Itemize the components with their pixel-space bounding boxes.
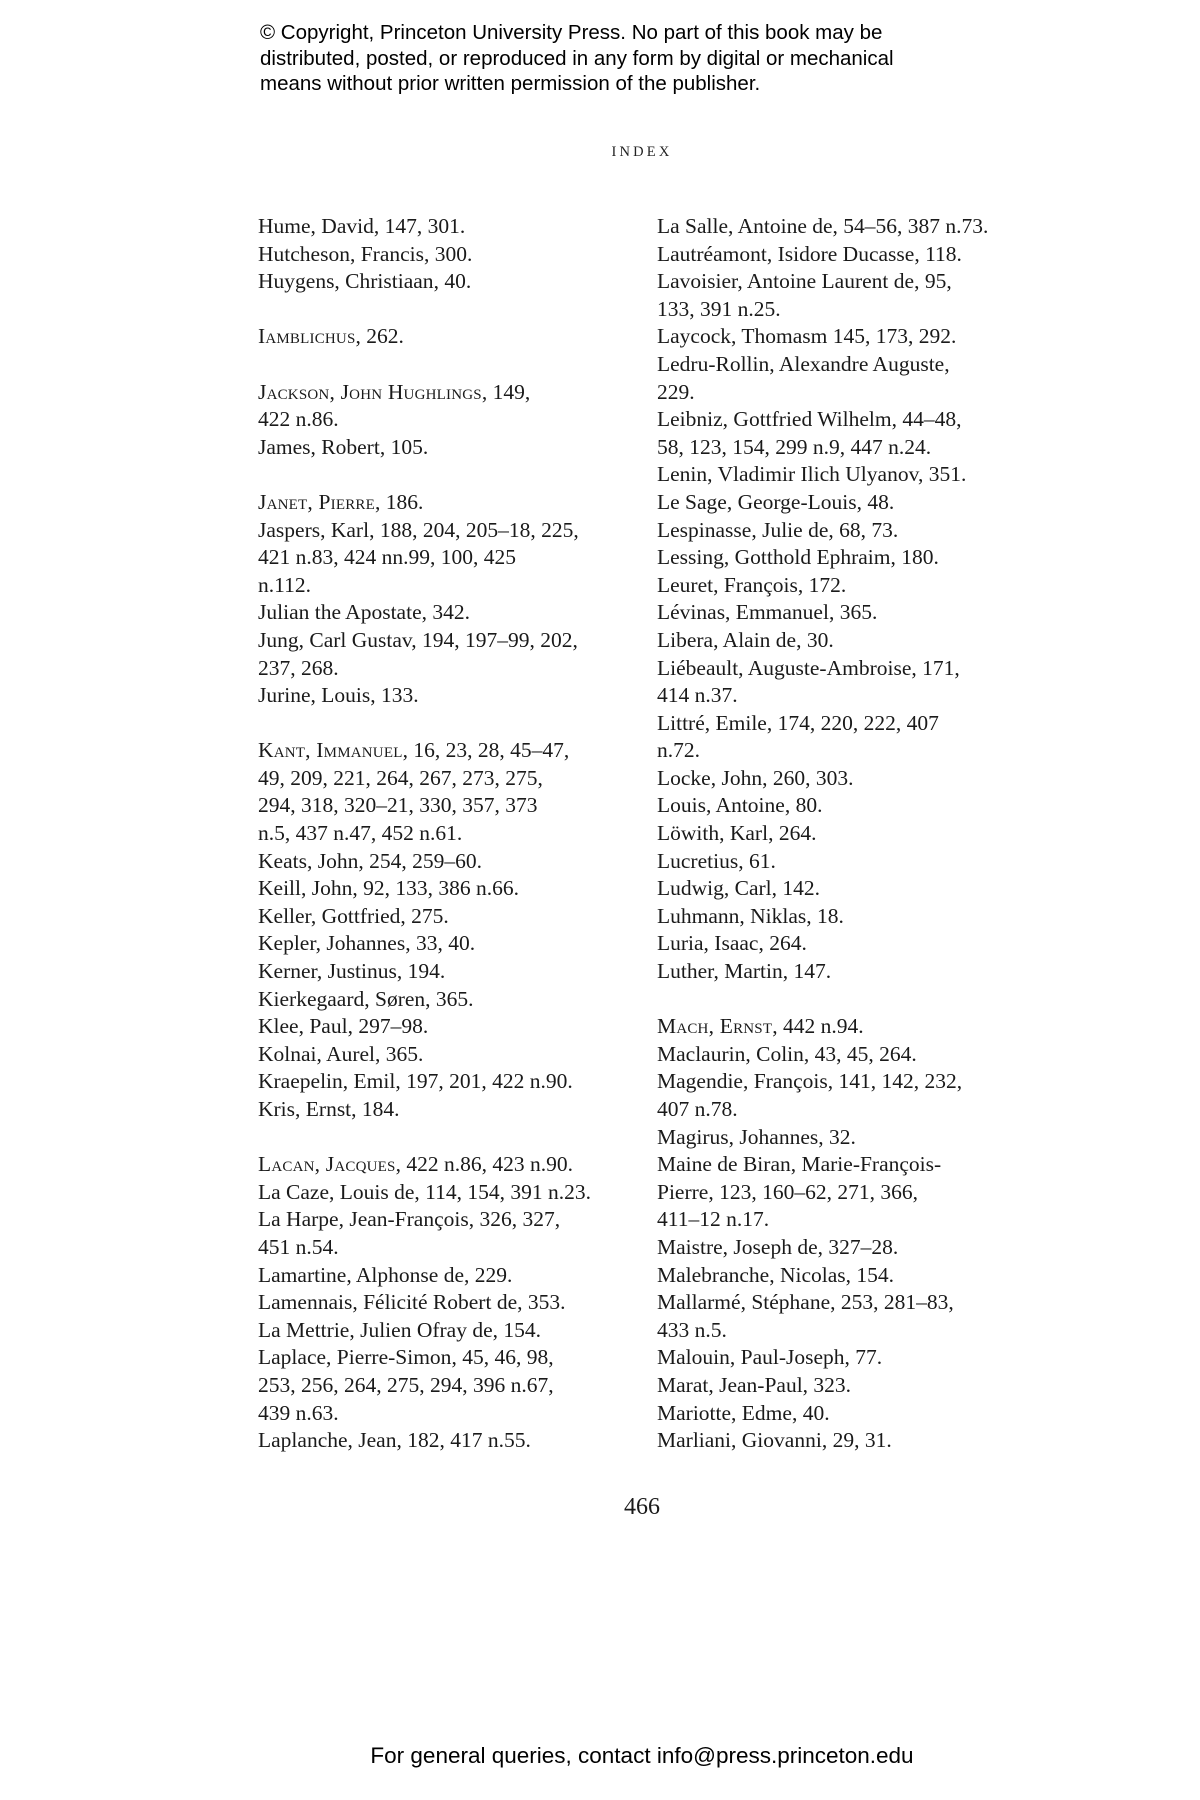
index-entry (258, 268, 633, 296)
index-entry (657, 1344, 1057, 1372)
index-entry-refs: , 326, 327, (468, 1207, 561, 1232)
index-entry-name: Keats, John (258, 848, 359, 873)
index-entry-line: 411–12 n.17. (657, 1207, 770, 1232)
index-entry-name: Lamartine, Alphonse de (258, 1262, 464, 1287)
index-entry-line (657, 1124, 1057, 1152)
index-entry (657, 1427, 1057, 1455)
index-entry-line (258, 1262, 633, 1290)
index-entry (258, 1289, 633, 1317)
index-entry-line: 421 n.83, 424 nn.99, 100, 425 (258, 545, 516, 570)
index-entry-line: 58, 123, 154, 299 n.9, 447 n.24. (657, 434, 932, 459)
index-entry-refs: , 114, 154, 391 n.23. (414, 1179, 591, 1204)
index-entry-line (657, 765, 1057, 793)
index-entry (657, 1151, 1057, 1234)
index-entry (258, 213, 633, 241)
index-column-right (657, 213, 1057, 1455)
index-entry-name: Littré, Emile (657, 710, 767, 735)
index-entry-name: Kerner, Justinus (258, 959, 397, 984)
index-entry (258, 682, 633, 710)
index-entry-refs: , 442 n.94. (772, 1014, 864, 1039)
index-entry-line (657, 517, 1057, 545)
index-entry-name: Malouin, Paul-Joseph (657, 1345, 845, 1370)
index-entry-line (258, 1068, 633, 1096)
index-entry-name: Jung, Carl Gustav (258, 627, 412, 652)
index-entry-line (258, 986, 633, 1014)
index-entry (657, 323, 1057, 351)
copyright-notice (260, 20, 980, 97)
index-entry-line (657, 1289, 1057, 1317)
index-entry-line (657, 1068, 1057, 1096)
index-entry-line (657, 461, 1057, 489)
index-entry-line (258, 1151, 633, 1179)
index-entry-line (258, 1344, 633, 1372)
index-entry-refs: , 365. (425, 986, 474, 1011)
index-entry-line: 451 n.54. (258, 1234, 339, 1259)
index-entry-refs: , 229. (463, 1262, 513, 1287)
index-entry-line (657, 1234, 1057, 1262)
index-entry (657, 958, 1057, 986)
index-entry-line (657, 820, 1057, 848)
index-entry (657, 489, 1057, 517)
index-entry-line (657, 544, 1057, 572)
index-entry (258, 1096, 633, 1124)
footer-contact: For general queries, contact info@press.princeton.edu (370, 1743, 914, 1768)
index-entry-name: Louis, Antoine (657, 793, 785, 818)
index-entry-name: Ludwig, Carl (657, 876, 772, 901)
index-entry-refs: , 154. (845, 1262, 895, 1287)
index-entry (657, 544, 1057, 572)
index-entry-name: Hutcheson, Francis (258, 241, 424, 266)
index-entry-refs: , 297–98. (347, 1014, 429, 1039)
index-entry (657, 572, 1057, 600)
index-entry-name: Julian the Apostate (258, 600, 422, 625)
index-entry-refs: , 16, 23, 28, 45–47, (402, 738, 570, 763)
index-entry-refs: , 172. (797, 572, 847, 597)
index-entry-line (657, 1151, 1057, 1179)
index-entry-refs: , 147, 301. (373, 214, 466, 238)
index-entry (258, 517, 633, 600)
index-entry (657, 903, 1057, 931)
index-entry-refs: , 186. (375, 489, 424, 514)
index-entry (258, 1151, 633, 1179)
index-entry-refs: , 254, 259–60. (358, 848, 482, 873)
index-entry-name: Lamennais, Félicité Robert de (258, 1290, 518, 1315)
index-entry-refs: , 275. (400, 903, 449, 928)
index-entry-name: James, Robert (258, 434, 380, 459)
index-entry-name: La Salle, Antoine de (657, 214, 833, 238)
index-entry-line (657, 958, 1057, 986)
index-entry (657, 1041, 1057, 1069)
index-entry-line (258, 1317, 633, 1345)
index-entry-line (657, 1041, 1057, 1069)
index-entry-line: n.72. (657, 738, 700, 763)
index-entry-name: Lessing, Gotthold Ephraim (657, 545, 891, 570)
index-entry-refs: , 141, 142, 232, (827, 1069, 963, 1094)
copyright-line: distributed, posted, or reproduced in any form by digital or mechanical (260, 46, 894, 70)
index-entry-line (258, 848, 633, 876)
index-entry-refs: , 264. (768, 821, 817, 846)
index-entry-refs: , 182, 417 n.55. (396, 1428, 531, 1453)
index-entry-name: Lautréamont, Isidore Ducasse (657, 241, 915, 266)
index-entry-name: Kraepelin, Emil (258, 1069, 396, 1094)
index-entry (258, 986, 633, 1014)
index-entry-line (258, 268, 633, 296)
index-entry (258, 379, 633, 434)
index-entry-name: Kierkegaard, Søren (258, 986, 426, 1011)
index-entry-name: Lacan, Jacques (258, 1152, 396, 1177)
index-entry-refs: , 184. (351, 1097, 400, 1121)
index-entry-line: 439 n.63. (258, 1400, 339, 1425)
index-entry-refs: , 95, (914, 269, 952, 294)
index-entry-refs: , 194, 197–99, 202, (411, 627, 578, 652)
index-entry-line: 294, 318, 320–21, 330, 357, 373 (258, 793, 538, 818)
index-entry (657, 268, 1057, 323)
index-entry-line (258, 1289, 633, 1317)
index-entry-refs: , 44–48, (891, 407, 962, 432)
index-entry-name: Keill, John (258, 876, 353, 901)
index-entry-name: Kolnai, Aurel (258, 1041, 376, 1066)
index-entry-line (657, 1400, 1057, 1428)
index-entry-line (657, 875, 1057, 903)
index-entry-refs: , 351. (917, 462, 967, 487)
index-entry-refs: , 92, 133, 386 n.66. (352, 876, 519, 901)
index-entry (657, 517, 1057, 545)
index-entry-name: Lévinas, Emmanuel (657, 600, 829, 625)
index-entry-refs: , 353. (517, 1290, 566, 1315)
index-entry-name: Klee, Paul (258, 1014, 348, 1039)
index-entry-name: Hume, David (258, 214, 374, 238)
index-entry-line (258, 1427, 633, 1455)
index-entry-refs: , 61. (738, 848, 776, 873)
index-entry (657, 710, 1057, 765)
index-entry (258, 1317, 633, 1345)
index-entry (258, 875, 633, 903)
index-entry-line (657, 351, 1057, 379)
index-entry-line (657, 1262, 1057, 1290)
index-entry-name: Kepler, Johannes (258, 931, 406, 956)
index-entry-name: Luhmann, Niklas (657, 903, 807, 928)
index-entry-refs: , 188, 204, 205–18, 225, (369, 517, 579, 542)
index-entry-name: Mach, Ernst (657, 1014, 773, 1039)
index-entry-refs: , 180. (890, 545, 939, 570)
index-entry-line (657, 489, 1057, 517)
index-entry-name: Luria, Isaac (657, 931, 759, 956)
index-entry (258, 627, 633, 682)
index-entry (258, 434, 633, 462)
index-entry-refs: , 142. (771, 876, 821, 901)
index-entry-refs: , 197, 201, 422 n.90. (395, 1069, 573, 1094)
index-entry (657, 213, 1057, 241)
index-entry-line (657, 406, 1057, 434)
index-entry-line: 414 n.37. (657, 683, 738, 708)
index-entry-refs: , 77. (844, 1345, 883, 1370)
index-entry-name: Liébeault, Auguste-Ambroise (657, 655, 912, 680)
index-entry (258, 1262, 633, 1290)
index-entry-name: Iamblichus (258, 324, 356, 349)
index-entry-line (657, 599, 1057, 627)
index-entry-refs: , 40. (791, 1400, 830, 1425)
index-entry (657, 765, 1057, 793)
index-entry (657, 351, 1057, 406)
index-entry-name: Lenin, Vladimir Ilich Ulyanov (657, 462, 918, 487)
index-entry (258, 1427, 633, 1455)
index-entry-refs: , 422 n.86, 423 n.90. (395, 1152, 573, 1177)
index-entry-refs: , 29, 31. (821, 1428, 892, 1453)
index-entry-name: Le Sage, George-Louis (657, 489, 857, 514)
index-entry-name: Ledru-Rollin, Alexandre Auguste (657, 351, 945, 376)
index-entry-line (657, 213, 1057, 241)
index-entry (258, 323, 633, 351)
index-entry (657, 930, 1057, 958)
running-head: INDEX (611, 144, 673, 160)
index-entry-line: 237, 268. (258, 655, 339, 680)
index-entry (657, 406, 1057, 461)
index-entry-refs: , 260, 303. (762, 765, 854, 790)
index-entry-name: Maclaurin, Colin (657, 1041, 804, 1066)
index-entry (258, 930, 633, 958)
index-entry-line (258, 379, 633, 407)
index-entry-line (258, 599, 633, 627)
index-entry (657, 655, 1057, 710)
index-entry (657, 1013, 1057, 1041)
index-entry-name: Malebranche, Nicolas (657, 1262, 846, 1287)
index-entry-line (657, 848, 1057, 876)
index-entry-refs: , (944, 351, 950, 376)
index-entry-name: Lucretius (657, 848, 739, 873)
index-entry-line (258, 958, 633, 986)
index-entry-name: Mallarmé, Stéphane (657, 1290, 831, 1315)
index-entry-line: 229. (657, 379, 695, 404)
index-entry (657, 627, 1057, 655)
index-entry-line (258, 241, 633, 269)
index-entry-refs: , 300. (424, 241, 473, 266)
index-entry-line (657, 792, 1057, 820)
index-entry-refs: , 54–56, 387 n.73. (832, 214, 989, 238)
index-entry (258, 848, 633, 876)
index-entry-name: Laplanche, Jean (258, 1428, 397, 1453)
index-entry-refs: , 323. (802, 1372, 852, 1397)
index-entry-line (657, 323, 1057, 351)
index-entry-name: Löwith, Karl (657, 821, 769, 846)
index-entry (657, 792, 1057, 820)
index-entry-line (657, 572, 1057, 600)
index-entry-refs: , 43, 45, 264. (803, 1041, 917, 1066)
index-entry-name: Lavoisier, Antoine Laurent de (657, 269, 915, 294)
index-entry-name: Lespinasse, Julie de (657, 517, 829, 542)
index-entry-refs: , 154. (492, 1317, 541, 1342)
index-entry-name: Marliani, Giovanni (657, 1428, 822, 1453)
index-entry (657, 1400, 1057, 1428)
index-entry-line: 133, 391 n.25. (657, 296, 781, 321)
index-entry (657, 848, 1057, 876)
index-entry-line (258, 213, 633, 241)
index-entry (258, 599, 633, 627)
index-entry-name: Maine de Biran, Marie-François- (657, 1152, 942, 1177)
index-entry-refs: , 80. (784, 793, 823, 818)
index-entry-line (258, 627, 633, 655)
index-entry-line (657, 241, 1057, 269)
index-entry (657, 820, 1057, 848)
index-entry-refs: , 262. (355, 324, 404, 349)
index-entry-line: 422 n.86. (258, 407, 339, 432)
index-entry-name: Mariotte, Edme (657, 1400, 792, 1425)
index-entry-refs: , 33, 40. (405, 931, 476, 956)
index-entry-name: Laycock, Thomasm (657, 324, 828, 349)
index-entry-line (258, 682, 633, 710)
index-entry-refs: , 194. (396, 959, 446, 984)
index-entry-line (657, 903, 1057, 931)
index-entry-name: Jackson, John Hughlings (258, 379, 482, 404)
index-entry-line (258, 1096, 633, 1124)
index-entry (258, 1179, 633, 1207)
index-entry-line (657, 627, 1057, 655)
index-entry-refs: , 327–28. (817, 1234, 899, 1259)
index-entry-name: La Mettrie, Julien Ofray de (258, 1317, 493, 1342)
index-entry (657, 1289, 1057, 1344)
index-entry-line (258, 489, 633, 517)
index-entry-refs: , 253, 281–83, (830, 1290, 954, 1315)
index-entry-name: Luther, Martin (657, 959, 783, 984)
index-entry-line (657, 930, 1057, 958)
index-entry-line (258, 737, 633, 765)
index-entry-name: Leuret, François (657, 572, 798, 597)
index-entry (258, 1068, 633, 1096)
index-entry-line: 253, 256, 264, 275, 294, 396 n.67, (258, 1372, 554, 1397)
index-entry-refs: , 30. (796, 627, 834, 652)
index-entry (258, 958, 633, 986)
index-entry (657, 1234, 1057, 1262)
index-entry-refs: , 264. (758, 931, 807, 956)
index-entry-line (258, 323, 633, 351)
index-entry-line: n.5, 437 n.47, 452 n.61. (258, 821, 463, 846)
index-entry-refs: , 171, (911, 655, 960, 680)
index-entry-name: Laplace, Pierre-Simon (258, 1345, 452, 1370)
index-entry-refs: , 365. (828, 600, 878, 625)
index-entry (258, 1344, 633, 1427)
index-entry-refs: , 149, (481, 379, 531, 404)
index-entry-line (258, 517, 633, 545)
index-column-left (258, 213, 633, 1455)
index-entry-name: Maistre, Joseph de (657, 1234, 818, 1259)
index-entry (657, 1124, 1057, 1152)
index-entry-refs: , 18. (806, 903, 844, 928)
index-entry-name: Locke, John (657, 765, 763, 790)
index-entry (258, 1041, 633, 1069)
index-entry-line (258, 1013, 633, 1041)
index-entry-name: Kant, Immanuel (258, 738, 403, 763)
index-entry-name: Leibniz, Gottfried Wilhelm (657, 407, 892, 432)
index-entry-line: n.112. (258, 572, 311, 597)
index-entry-refs: , 342. (421, 600, 470, 625)
index-entry-name: La Caze, Louis de (258, 1179, 415, 1204)
index-entry-refs: , 118. (914, 241, 962, 266)
index-entry-refs: , 40. (433, 269, 472, 294)
index-entry-line (657, 1427, 1057, 1455)
index-entry-refs: , 45, 46, 98, (451, 1345, 554, 1370)
index-entry-name: Marat, Jean-Paul (657, 1372, 803, 1397)
index-entry (258, 489, 633, 517)
index-entry-line (258, 903, 633, 931)
index-entry-refs: 145, 173, 292. (827, 324, 957, 349)
index-entry-line: Pierre, 123, 160–62, 271, 366, (657, 1179, 918, 1204)
index-entry-line (258, 875, 633, 903)
index-entry-refs: , 32. (818, 1124, 856, 1149)
index-entry-line (258, 930, 633, 958)
index-entry-refs: , 147. (782, 959, 832, 984)
index-entry-refs: , 105. (379, 434, 429, 459)
index-entry-line: 49, 209, 221, 264, 267, 273, 275, (258, 765, 543, 790)
index-entry-name: Magirus, Johannes (657, 1124, 819, 1149)
index-entry-name: Janet, Pierre (258, 489, 375, 514)
index-entry (657, 1262, 1057, 1290)
index-entry-refs: , 68, 73. (828, 517, 899, 542)
index-entry (657, 461, 1057, 489)
index-entry (657, 599, 1057, 627)
index-entry-name: Libera, Alain de (657, 627, 797, 652)
page-number: 466 (624, 1494, 660, 1520)
index-entry-refs: , 48. (856, 489, 895, 514)
index-entry (258, 1013, 633, 1041)
index-entry-name: Magendie, François (657, 1069, 828, 1094)
index-entry (657, 875, 1057, 903)
index-entry-name: Huygens, Christiaan (258, 269, 434, 294)
index-entry (657, 1372, 1057, 1400)
index-entry-line (258, 1041, 633, 1069)
index-entry-line (657, 710, 1057, 738)
index-entry-refs: , 174, 220, 222, 407 (766, 710, 939, 735)
index-entry-line (657, 1344, 1057, 1372)
index-entry-line (258, 1179, 633, 1207)
index-entry-name: Keller, Gottfried (258, 903, 401, 928)
index-entry-refs: , 133. (370, 683, 419, 708)
index-entry-line (657, 1372, 1057, 1400)
index-entry-line (258, 1206, 633, 1234)
index-entry-name: Kris, Ernst (258, 1097, 352, 1121)
index-entry (258, 1206, 633, 1261)
index-entry (258, 241, 633, 269)
copyright-line: means without prior written permission of the publisher. (260, 72, 761, 95)
index-entry-line: 433 n.5. (657, 1317, 727, 1342)
index-entry-name: La Harpe, Jean-François (258, 1207, 469, 1232)
index-entry (657, 241, 1057, 269)
index-entry-name: Jaspers, Karl (258, 517, 370, 542)
index-entry (258, 903, 633, 931)
index-entry-line: 407 n.78. (657, 1097, 738, 1121)
index-entry-line (258, 434, 633, 462)
copyright-line: © Copyright, Princeton University Press. No part of this book may be (260, 21, 883, 44)
index-entry-line (657, 655, 1057, 683)
index-entry-refs: , 365. (375, 1041, 424, 1066)
index-entry (258, 737, 633, 847)
index-entry-line (657, 1013, 1057, 1041)
index-entry (657, 1068, 1057, 1123)
index-entry-line (657, 268, 1057, 296)
index-entry-name: Jurine, Louis (258, 683, 371, 708)
